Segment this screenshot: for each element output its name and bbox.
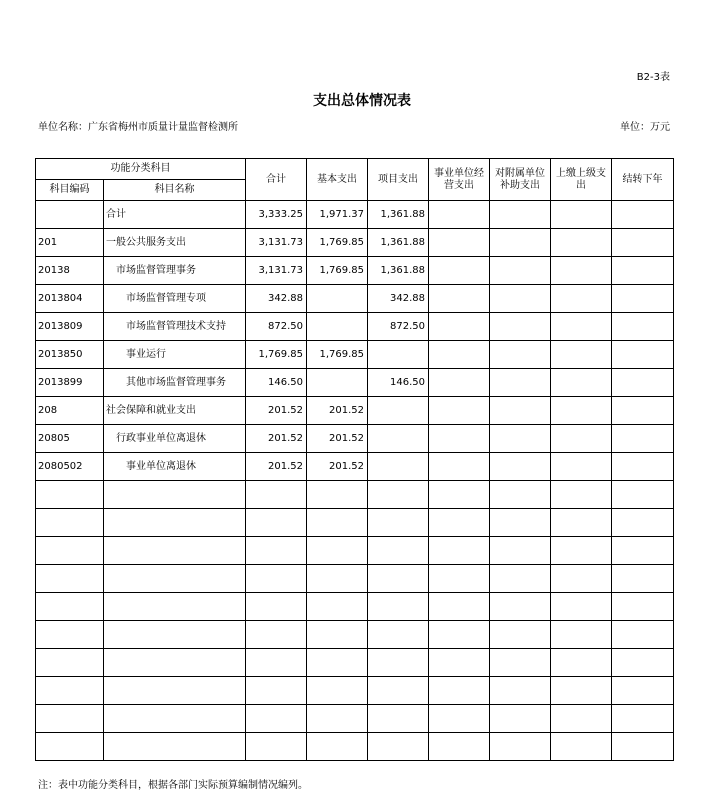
cell-name: 市场监督管理专项	[104, 285, 246, 313]
cell-upper	[551, 733, 612, 761]
cell-subsidy	[490, 621, 551, 649]
cell-code	[36, 593, 104, 621]
cell-basic	[307, 537, 368, 565]
cell-upper	[551, 229, 612, 257]
header-operating: 事业单位经营支出	[429, 159, 490, 201]
cell-code	[36, 733, 104, 761]
header-row-1	[36, 159, 674, 180]
cell-project	[368, 649, 429, 677]
cell-upper	[551, 369, 612, 397]
cell-code: 20138	[36, 257, 104, 285]
cell-code: 2013850	[36, 341, 104, 369]
cell-upper	[551, 341, 612, 369]
cell-subsidy	[490, 257, 551, 285]
cell-name	[104, 649, 246, 677]
cell-subsidy	[490, 229, 551, 257]
cell-total: 342.88	[246, 285, 307, 313]
cell-name: 事业运行	[104, 341, 246, 369]
cell-basic: 201.52	[307, 425, 368, 453]
cell-code	[36, 537, 104, 565]
cell-project	[368, 341, 429, 369]
cell-basic	[307, 649, 368, 677]
cell-project: 342.88	[368, 285, 429, 313]
cell-project	[368, 705, 429, 733]
cell-code	[36, 621, 104, 649]
cell-basic: 1,971.37	[307, 201, 368, 229]
cell-name: 其他市场监督管理事务	[104, 369, 246, 397]
unit-label: 单位：万元	[620, 122, 670, 133]
cell-subsidy	[490, 425, 551, 453]
table-row	[36, 677, 674, 705]
cell-basic: 1,769.85	[307, 257, 368, 285]
cell-basic	[307, 733, 368, 761]
table-row	[36, 313, 674, 341]
cell-operating	[429, 229, 490, 257]
cell-operating	[429, 481, 490, 509]
cell-upper	[551, 425, 612, 453]
table-row	[36, 397, 674, 425]
cell-code: 2013809	[36, 313, 104, 341]
cell-name	[104, 733, 246, 761]
cell-total: 201.52	[246, 453, 307, 481]
cell-total: 146.50	[246, 369, 307, 397]
table-row	[36, 229, 674, 257]
cell-carry	[612, 481, 674, 509]
cell-subsidy	[490, 481, 551, 509]
cell-code: 2013804	[36, 285, 104, 313]
cell-basic: 1,769.85	[307, 341, 368, 369]
cell-upper	[551, 453, 612, 481]
cell-carry	[612, 677, 674, 705]
cell-project	[368, 593, 429, 621]
table-row	[36, 425, 674, 453]
table-row	[36, 621, 674, 649]
cell-operating	[429, 593, 490, 621]
cell-subsidy	[490, 537, 551, 565]
expenditure-table	[35, 158, 674, 761]
cell-name: 行政事业单位离退休	[104, 425, 246, 453]
cell-project	[368, 565, 429, 593]
cell-total	[246, 649, 307, 677]
cell-operating	[429, 201, 490, 229]
cell-project	[368, 453, 429, 481]
cell-upper	[551, 649, 612, 677]
header-upper: 上缴上级支出	[551, 159, 612, 201]
cell-operating	[429, 537, 490, 565]
cell-name: 市场监督管理事务	[104, 257, 246, 285]
cell-operating	[429, 453, 490, 481]
cell-operating	[429, 257, 490, 285]
cell-project: 872.50	[368, 313, 429, 341]
cell-carry	[612, 453, 674, 481]
cell-basic	[307, 621, 368, 649]
cell-code	[36, 677, 104, 705]
cell-carry	[612, 509, 674, 537]
cell-basic	[307, 313, 368, 341]
cell-subsidy	[490, 733, 551, 761]
cell-project	[368, 509, 429, 537]
cell-total	[246, 537, 307, 565]
cell-code: 20805	[36, 425, 104, 453]
cell-operating	[429, 313, 490, 341]
cell-operating	[429, 425, 490, 453]
cell-carry	[612, 285, 674, 313]
cell-total: 201.52	[246, 397, 307, 425]
cell-operating	[429, 565, 490, 593]
cell-carry	[612, 537, 674, 565]
cell-name	[104, 565, 246, 593]
table-row	[36, 733, 674, 761]
cell-code: 201	[36, 229, 104, 257]
footnote: 注：表中功能分类科目，根据各部门实际预算编制情况编列。	[38, 780, 308, 791]
cell-upper	[551, 621, 612, 649]
cell-project: 1,361.88	[368, 201, 429, 229]
cell-project	[368, 537, 429, 565]
header-project: 项目支出	[368, 159, 429, 201]
cell-upper	[551, 257, 612, 285]
cell-name: 社会保障和就业支出	[104, 397, 246, 425]
cell-upper	[551, 397, 612, 425]
cell-upper	[551, 537, 612, 565]
table-row	[36, 565, 674, 593]
cell-upper	[551, 313, 612, 341]
cell-total	[246, 621, 307, 649]
unit-name: 单位名称：广东省梅州市质量计量监督检测所	[38, 122, 238, 133]
cell-subsidy	[490, 201, 551, 229]
table-row	[36, 285, 674, 313]
cell-name: 事业单位离退休	[104, 453, 246, 481]
cell-upper	[551, 285, 612, 313]
cell-code: 208	[36, 397, 104, 425]
header-code: 科目编码	[36, 180, 104, 201]
cell-operating	[429, 509, 490, 537]
cell-total	[246, 677, 307, 705]
cell-carry	[612, 229, 674, 257]
cell-subsidy	[490, 369, 551, 397]
header-func-group: 功能分类科目	[36, 159, 246, 180]
cell-operating	[429, 397, 490, 425]
form-code: B2-3表	[636, 72, 670, 83]
header-name: 科目名称	[104, 180, 246, 201]
cell-total	[246, 593, 307, 621]
cell-total: 1,769.85	[246, 341, 307, 369]
header-total: 合计	[246, 159, 307, 201]
cell-project: 1,361.88	[368, 257, 429, 285]
cell-name	[104, 481, 246, 509]
table-row	[36, 537, 674, 565]
cell-carry	[612, 313, 674, 341]
cell-project	[368, 481, 429, 509]
header-carry: 结转下年	[612, 159, 674, 201]
cell-total	[246, 509, 307, 537]
table-row	[36, 453, 674, 481]
cell-carry	[612, 397, 674, 425]
cell-upper	[551, 705, 612, 733]
cell-project: 1,361.88	[368, 229, 429, 257]
cell-subsidy	[490, 677, 551, 705]
cell-total: 3,131.73	[246, 257, 307, 285]
cell-code	[36, 649, 104, 677]
cell-subsidy	[490, 509, 551, 537]
cell-carry	[612, 565, 674, 593]
cell-total	[246, 733, 307, 761]
cell-code	[36, 509, 104, 537]
cell-carry	[612, 733, 674, 761]
table-row	[36, 257, 674, 285]
cell-operating	[429, 677, 490, 705]
cell-total	[246, 565, 307, 593]
cell-project	[368, 733, 429, 761]
cell-name	[104, 593, 246, 621]
cell-subsidy	[490, 341, 551, 369]
cell-code: 2080502	[36, 453, 104, 481]
cell-operating	[429, 733, 490, 761]
cell-upper	[551, 481, 612, 509]
cell-project	[368, 621, 429, 649]
cell-total	[246, 481, 307, 509]
cell-name	[104, 537, 246, 565]
header-basic: 基本支出	[307, 159, 368, 201]
cell-total: 872.50	[246, 313, 307, 341]
cell-carry	[612, 621, 674, 649]
cell-subsidy	[490, 285, 551, 313]
cell-code	[36, 705, 104, 733]
cell-total: 201.52	[246, 425, 307, 453]
cell-upper	[551, 565, 612, 593]
cell-upper	[551, 201, 612, 229]
cell-name	[104, 621, 246, 649]
cell-carry	[612, 201, 674, 229]
cell-carry	[612, 593, 674, 621]
cell-code: 2013899	[36, 369, 104, 397]
cell-basic	[307, 677, 368, 705]
cell-project	[368, 397, 429, 425]
cell-subsidy	[490, 453, 551, 481]
cell-name	[104, 705, 246, 733]
cell-carry	[612, 257, 674, 285]
cell-carry	[612, 341, 674, 369]
cell-name	[104, 509, 246, 537]
cell-carry	[612, 705, 674, 733]
cell-operating	[429, 705, 490, 733]
cell-basic	[307, 565, 368, 593]
cell-subsidy	[490, 313, 551, 341]
cell-upper	[551, 593, 612, 621]
cell-carry	[612, 425, 674, 453]
cell-name: 市场监督管理技术支持	[104, 313, 246, 341]
cell-total: 3,131.73	[246, 229, 307, 257]
cell-subsidy	[490, 593, 551, 621]
cell-basic	[307, 285, 368, 313]
cell-name	[104, 677, 246, 705]
table-row	[36, 705, 674, 733]
table-row	[36, 649, 674, 677]
table-row	[36, 509, 674, 537]
cell-subsidy	[490, 649, 551, 677]
cell-operating	[429, 341, 490, 369]
cell-code	[36, 481, 104, 509]
cell-name: 合计	[104, 201, 246, 229]
cell-upper	[551, 677, 612, 705]
table-row	[36, 201, 674, 229]
cell-basic	[307, 593, 368, 621]
cell-basic	[307, 481, 368, 509]
header-subsidy: 对附属单位补助支出	[490, 159, 551, 201]
table-row	[36, 369, 674, 397]
cell-upper	[551, 509, 612, 537]
cell-carry	[612, 649, 674, 677]
cell-subsidy	[490, 565, 551, 593]
cell-total	[246, 705, 307, 733]
cell-carry	[612, 369, 674, 397]
cell-project: 146.50	[368, 369, 429, 397]
cell-subsidy	[490, 397, 551, 425]
table-row	[36, 481, 674, 509]
cell-project	[368, 677, 429, 705]
cell-subsidy	[490, 705, 551, 733]
cell-code	[36, 565, 104, 593]
cell-basic: 201.52	[307, 397, 368, 425]
cell-operating	[429, 285, 490, 313]
cell-code	[36, 201, 104, 229]
table-row	[36, 341, 674, 369]
cell-basic: 1,769.85	[307, 229, 368, 257]
cell-basic	[307, 705, 368, 733]
cell-name: 一般公共服务支出	[104, 229, 246, 257]
cell-basic	[307, 369, 368, 397]
table-row	[36, 593, 674, 621]
cell-basic	[307, 509, 368, 537]
cell-operating	[429, 649, 490, 677]
cell-operating	[429, 621, 490, 649]
cell-total: 3,333.25	[246, 201, 307, 229]
cell-basic: 201.52	[307, 453, 368, 481]
cell-operating	[429, 369, 490, 397]
page-title: 支出总体情况表	[313, 93, 411, 109]
cell-project	[368, 425, 429, 453]
